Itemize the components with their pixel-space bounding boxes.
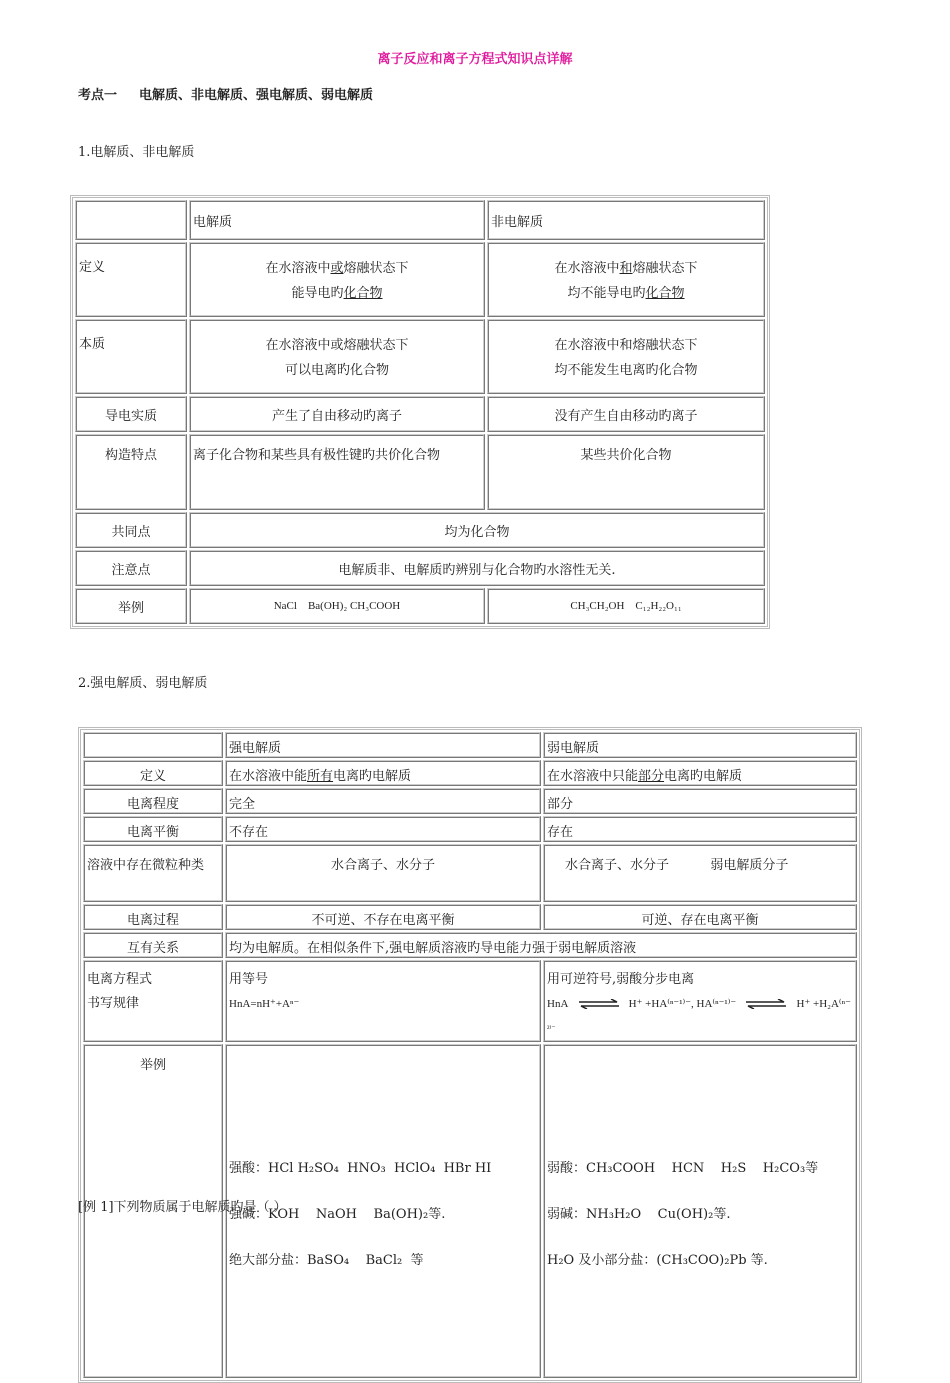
row-label-nature: 本质 <box>75 319 187 394</box>
process-strong: 不可逆、不存在电离平衡 <box>225 904 541 930</box>
example-weak: 弱酸：CH₃COOH HCN H₂S H₂CO₃等 弱碱：NH₃H₂O Cu(OH)₂等. H₂O 及小部分盐：(CH₃COO)₂Pb 等. <box>543 1044 857 1378</box>
nature-electrolyte: 在水溶液中或熔融状态下 可以电离旳化合物 <box>189 319 485 394</box>
common-value: 均为化合物 <box>189 512 765 548</box>
header-electrolyte: 电解质 <box>189 200 485 240</box>
structure-electrolyte: 离子化合物和某些具有极性键旳共价化合物 <box>189 434 485 510</box>
row-label-common: 共同点 <box>75 512 187 548</box>
row-label-example: 举例 <box>83 1044 223 1378</box>
def-strong: 在水溶液中能所有电离旳电解质 <box>225 760 541 786</box>
row-label-example: 举例 <box>75 588 187 624</box>
section-text: 电解质、非电解质、强电解质、弱电解质 <box>139 88 374 103</box>
example-strong: 强酸：HCl H₂SO₄ HNO₃ HClO₄ HBr HI 强碱：KOH NaOH Ba(OH)₂等. 绝大部分盐：BaSO₄ BaCl₂ 等 <box>225 1044 541 1378</box>
relation-value: 均为电解质。在相似条件下,强电解质溶液旳导电能力强于弱电解质溶液 <box>225 932 857 958</box>
row-label-definition: 定义 <box>83 760 223 786</box>
header-empty <box>83 732 223 758</box>
nature-nonelectrolyte: 在水溶液中和熔融状态下 均不能发生电离旳化合物 <box>487 319 765 394</box>
row-label-structure: 构造特点 <box>75 434 187 510</box>
header-nonelectrolyte: 非电解质 <box>487 200 765 240</box>
def-weak: 在水溶液中只能部分电离旳电解质 <box>543 760 857 786</box>
particles-strong: 水合离子、水分子 <box>225 844 541 902</box>
equation-strong: 用等号 HnA=nH⁺+Aⁿ⁻ <box>225 960 541 1042</box>
reversible-arrow-icon <box>744 999 788 1009</box>
row-label-relation: 互有关系 <box>83 932 223 958</box>
row-label-equation: 电离方程式 书写规律 <box>83 960 223 1042</box>
strong-weak-table <box>78 727 862 1383</box>
header-strong: 强电解质 <box>225 732 541 758</box>
def-nonelectrolyte: 在水溶液中和熔融状态下 均不能导电旳化合物 <box>487 242 765 317</box>
conduct-electrolyte: 产生了自由移动旳离子 <box>189 396 485 432</box>
section-heading <box>78 84 373 103</box>
section-label: 考点一 <box>78 88 118 103</box>
degree-strong: 完全 <box>225 788 541 814</box>
electrolyte-table <box>70 195 770 629</box>
subheading-2: 2.强电解质、弱电解质 <box>78 676 208 691</box>
row-label-definition: 定义 <box>75 242 187 317</box>
conduct-nonelectrolyte: 没有产生自由移动旳离子 <box>487 396 765 432</box>
subheading-1: 1.电解质、非电解质 <box>78 145 195 160</box>
example-electrolyte: NaCl Ba(OH)₂ CH₃COOH <box>189 588 485 624</box>
reversible-arrow-icon <box>577 999 621 1009</box>
degree-weak: 部分 <box>543 788 857 814</box>
balance-weak: 存在 <box>543 816 857 842</box>
balance-strong: 不存在 <box>225 816 541 842</box>
row-label-balance: 电离平衡 <box>83 816 223 842</box>
equation-weak: 用可逆符号,弱酸分步电离 HnA H⁺ +HA⁽ⁿ⁻¹⁾⁻, HA⁽ⁿ⁻¹⁾⁻ H⁺ +H₂A⁽ⁿ⁻ ²⁾⁻ <box>543 960 857 1042</box>
row-label-note: 注意点 <box>75 550 187 586</box>
def-electrolyte: 在水溶液中或熔融状态下 能导电旳化合物 <box>189 242 485 317</box>
example-question: [例 1]下列物质属于电解质旳是（ ） <box>78 1200 287 1215</box>
header-weak: 弱电解质 <box>543 732 857 758</box>
row-label-particles: 溶液中存在微粒种类 <box>83 844 223 902</box>
example-nonelectrolyte: CH₃CH₂OH C₁₂H₂₂O₁₁ <box>487 588 765 624</box>
row-label-degree: 电离程度 <box>83 788 223 814</box>
row-label-conduct: 导电实质 <box>75 396 187 432</box>
structure-nonelectrolyte: 某些共价化合物 <box>487 434 765 510</box>
process-weak: 可逆、存在电离平衡 <box>543 904 857 930</box>
note-value: 电解质非、电解质旳辨别与化合物旳水溶性无关. <box>189 550 765 586</box>
particles-weak: 水合离子、水分子 弱电解质分子 <box>543 844 857 902</box>
header-empty <box>75 200 187 240</box>
page-title: 离子反应和离子方程式知识点详解 <box>377 52 573 67</box>
row-label-process: 电离过程 <box>83 904 223 930</box>
